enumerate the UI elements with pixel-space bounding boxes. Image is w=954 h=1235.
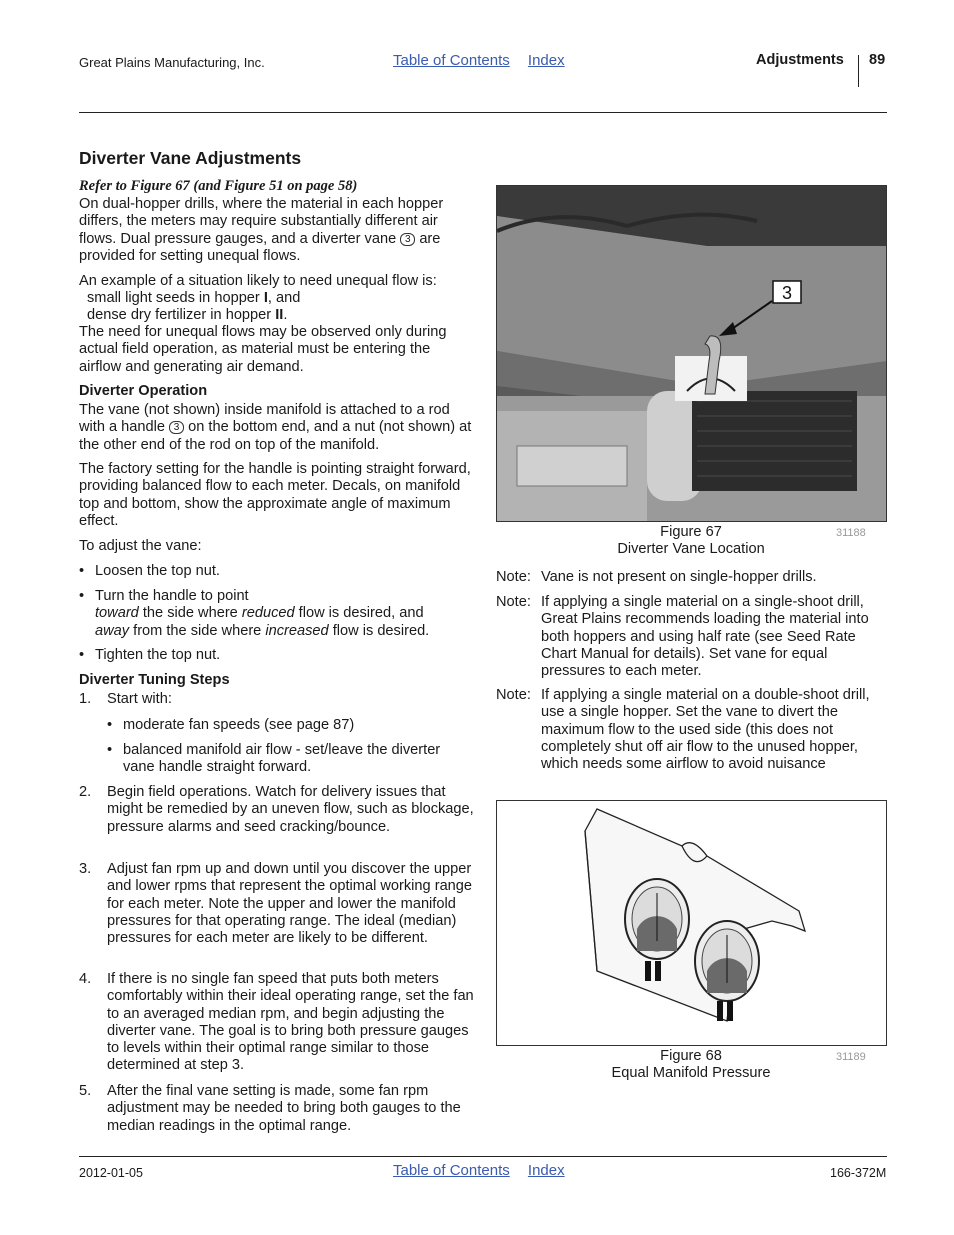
footer-doc-number: 166-372M (830, 1166, 887, 1180)
hopper-label: I (263, 290, 268, 306)
step-number: 1. (79, 691, 92, 707)
turn-text: Turn the handle to point (95, 588, 249, 604)
example-2-text: dense dry fertilizer in hopper (87, 307, 276, 323)
hopper-label: II (275, 307, 284, 323)
increased-word: increased (265, 622, 329, 639)
bullet-dot: • (79, 588, 85, 604)
step-4: If there is no single fan speed that puts both meters comfortably within their ideal operating range, set the fan to an averaged median rpm, and begin adjusting the diverter vane. The goal is to bring both pressure gauges to levels within their optimal range similar to those determined at step 3. (107, 971, 474, 1074)
bullet-loosen: Loosen the top nut. (95, 563, 220, 579)
intro-text-b: are provided for setting unequal flows. (79, 230, 441, 264)
header-section: Adjustments (756, 52, 844, 68)
footer-index-link[interactable]: Index (527, 1162, 565, 1179)
example-1-text: small light seeds in hopper (87, 290, 264, 306)
note-label: Note: (496, 569, 531, 585)
header-toc-link[interactable]: Table of Contents (393, 52, 510, 69)
note-3-text: If applying a single material on a double-shoot drill, use a single hopper. Set the vane to divert the maximum flow to the used side (this does not completely shut off air flow to the unused hopper, which needs some airflow to avoid nuisance (541, 687, 870, 773)
footer-date: 2012-01-05 (79, 1166, 143, 1180)
figure-68-title: Equal Manifold Pressure (611, 1065, 771, 1082)
turn-text: flow is desired, and (298, 605, 424, 622)
note-1 (496, 569, 888, 589)
bullet-turn (95, 588, 474, 640)
bullet-dot: • (107, 717, 113, 733)
adjust-intro: To adjust the vane: (79, 538, 202, 554)
header-rule (79, 112, 887, 113)
figure-reference: Refer to Figure 67 (and Figure 51 on page 58) (79, 178, 358, 194)
callout-ref: 3 (169, 421, 184, 434)
bullet-dot: • (79, 563, 85, 579)
figure-67-title: Diverter Vane Location (617, 541, 765, 558)
header-divider (858, 55, 859, 87)
turn-text: flow is desired. (332, 622, 430, 639)
away-word: away (95, 622, 130, 639)
example-intro: An example of a situation likely to need unequal flow is: (79, 273, 437, 289)
turn-text: the side where (142, 605, 238, 622)
page-number: 89 (869, 52, 886, 68)
operation-paragraph (79, 402, 474, 454)
bullet-dot: • (107, 742, 113, 758)
substep-balanced-flow: balanced manifold air flow - set/leave the diverter vane handle straight forward. (123, 742, 441, 776)
step-number: 5. (79, 1083, 92, 1099)
header-index-link[interactable]: Index (527, 52, 565, 69)
footer-rule (79, 1156, 887, 1157)
note-label: Note: (496, 594, 531, 610)
unequal-flow-paragraph: The need for unequal flows may be observed only during actual field operation, as material must be entering the airflow and generating air demand. (79, 324, 447, 375)
figure-68-label: Figure 68 (660, 1048, 722, 1064)
step-number: 4. (79, 971, 92, 987)
turn-text: from the side where (133, 622, 262, 639)
intro-paragraph (79, 196, 474, 265)
footer-nav (393, 1162, 579, 1179)
step-2: Begin field operations. Watch for delivery issues that might be remedied by an uneven flow, such as blockage, pressure alarms and seed cracking/bounce. (107, 784, 474, 835)
figure-67-callout: 3 (781, 283, 793, 303)
figure-67-label: Figure 67 (660, 524, 722, 540)
substep-fan-speeds: moderate fan speeds (see page 87) (123, 717, 355, 733)
pressure-gauges-drawing (497, 801, 887, 1046)
step-number: 2. (79, 784, 92, 800)
step-1: Start with: (107, 691, 172, 707)
note-2 (496, 594, 888, 684)
note-3 (496, 687, 888, 777)
diverter-operation-heading: Diverter Operation (79, 383, 208, 399)
intro-text-a: On dual-hopper drills, where the material in each hopper differs, the meters may require substantially different air flows. Dual pressure gauges, and a diverter vane (79, 196, 444, 247)
note-label: Note: (496, 687, 531, 703)
step-5: After the final vane setting is made, some fan rpm adjustment may be needed to bring both gauges to the median readings in the optimal range. (107, 1083, 461, 1134)
example-line-1 (87, 290, 482, 307)
footer-toc-link[interactable]: Table of Contents (393, 1162, 510, 1179)
step-number: 3. (79, 861, 92, 877)
example-line-2 (87, 307, 482, 324)
operation-text-a: The vane (not shown) inside manifold is attached to a rod with a handle (79, 402, 450, 436)
operation-text-b: on the bottom end, and a nut (not shown) at the other end of the rod on top of the manifold. (79, 419, 472, 453)
toward-word: toward (95, 605, 139, 622)
tuning-steps-heading: Diverter Tuning Steps (79, 672, 230, 688)
header-company: Great Plains Manufacturing, Inc. (79, 55, 265, 70)
figure-67-photo (496, 185, 887, 522)
example-2-tail: . (283, 307, 288, 323)
bullet-tighten: Tighten the top nut. (95, 647, 221, 663)
step-3: Adjust fan rpm up and down until you discover the upper and lower rpms that represent the optimal working range for each meter. Note the upper and lower the manifold pressures for that operating range. The ideal (median) pressures for each meter are likely to be different. (107, 861, 473, 947)
bullet-dot: • (79, 647, 85, 663)
header-nav (393, 52, 579, 69)
reduced-word: reduced (241, 605, 295, 622)
note-1-text: Vane is not present on single-hopper drills. (541, 569, 817, 585)
factory-setting-paragraph: The factory setting for the handle is pointing straight forward, providing balanced flow to each meter. Decals, on manifold top and bottom, show the approximate angle of maximum effect. (79, 461, 471, 529)
figure-68-number: 31189 (836, 1051, 866, 1063)
example-1-tail: , and (267, 290, 301, 306)
page-title: Diverter Vane Adjustments (79, 148, 302, 168)
figure-67-number: 31188 (836, 527, 866, 539)
figure-68-caption (496, 1048, 886, 1083)
figure-67-caption (496, 524, 886, 559)
figure-68-drawing (496, 800, 887, 1046)
callout-ref: 3 (400, 233, 415, 246)
note-2-text: If applying a single material on a single-shoot drill, Great Plains recommends loading the material into both hoppers and using half rate (see Seed Rate Chart Manual for details). Set vane for equal pressures to each meter. (541, 594, 869, 680)
diverter-vane-photo (497, 186, 887, 522)
